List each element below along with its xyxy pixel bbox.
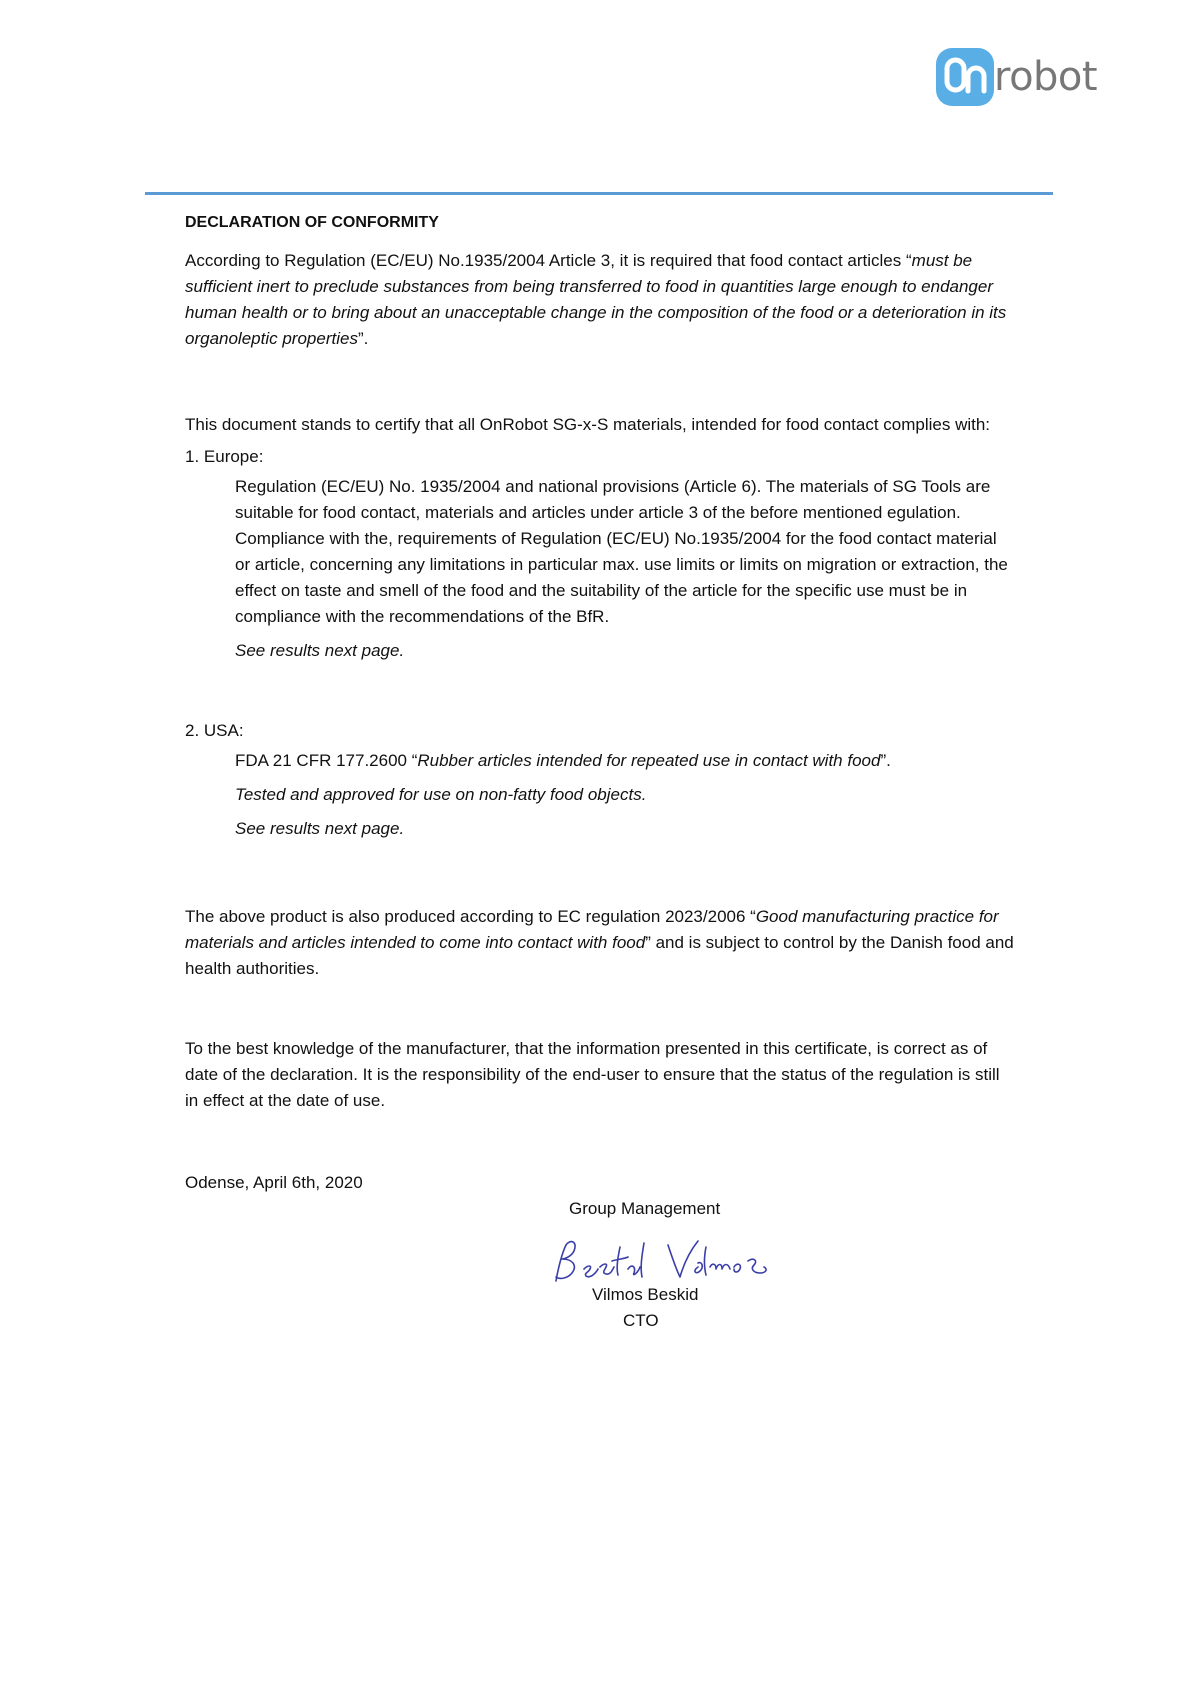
intro-paragraph — [185, 248, 1015, 352]
fda-text: FDA 21 CFR 177.2600 “ — [235, 751, 418, 770]
logo-badge — [936, 48, 994, 106]
production-paragraph — [185, 904, 1015, 982]
europe-body: Regulation (EC/EU) No. 1935/2004 and national provisions (Article 6). The materials of SG Tools are suitable for food contact, materials and articles under article 3 of the before mentioned egulation. Compliance with the, requirements of Regulation (EC/EU) No.1935/2004 for the food contact material or article, concerning any limitations in particular max. use limits or limits on migration or extraction, the effect on taste and smell of the food and the suitability of the article for the specific use must be in compliance with the recommendations of the BfR. — [235, 477, 1008, 626]
europe-heading: 1. Europe: — [185, 447, 264, 466]
production-text: The above product is also produced according to EC regulation 2023/2006 “ — [185, 907, 756, 926]
knowledge-paragraph: To the best knowledge of the manufacturer, that the information presented in this certificate, is correct as of date of the declaration. It is the responsibility of the end-user to ensure that the status of the regulation is still in effect at the date of use. — [185, 1039, 1000, 1110]
usa-note — [235, 816, 1015, 842]
usa-tested-text: Tested and approved for use on non-fatty food objects. — [235, 785, 647, 804]
production-end: ” and is subject to control by the Danish food and health authorities. — [185, 933, 1014, 978]
europe-section — [185, 474, 1015, 664]
usa-section — [185, 748, 1015, 842]
signer-name: Vilmos Beskid — [592, 1285, 699, 1304]
production-quote: Good manufacturing practice for materials and articles intended to come into contact with food — [185, 907, 999, 952]
group-management-label: Group Management — [569, 1199, 721, 1218]
logo-on-mark-icon — [936, 48, 994, 106]
europe-note — [235, 638, 1015, 664]
header-rule — [145, 192, 1053, 195]
place-date: Odense, April 6th, 2020 — [185, 1173, 363, 1192]
logo-wordmark: robot — [994, 54, 1098, 100]
intro-quote: must be sufficient inert to preclude substances from being transferred to food in quantities large enough to endanger human health or to bring about an unacceptable change in the composition of the food or a deterioration in its organoleptic properties — [185, 251, 1007, 348]
spacer — [185, 850, 1015, 904]
spacer — [185, 1114, 1015, 1170]
usa-heading: 2. USA: — [185, 721, 244, 740]
usa-note-text: See results next page. — [235, 819, 405, 838]
europe-note-text: See results next page. — [235, 641, 405, 660]
certify-paragraph: This document stands to certify that all OnRobot SG-x-S materials, intended for food contact complies with: — [185, 415, 991, 434]
fda-end: ”. — [880, 751, 891, 770]
usa-fda-line — [235, 748, 1015, 774]
spacer — [185, 982, 1015, 1036]
company-logo — [936, 48, 1098, 110]
fda-quote: Rubber articles intended for repeated use in contact with food — [417, 751, 881, 770]
document-title: DECLARATION OF CONFORMITY — [185, 214, 439, 231]
intro-text: According to Regulation (EC/EU) No.1935/2004 Article 3, it is required that food contact articles “ — [185, 251, 912, 270]
intro-end: ”. — [357, 329, 369, 348]
usa-tested — [235, 782, 1015, 808]
spacer — [185, 672, 1015, 718]
document-body — [185, 212, 1015, 1196]
signer-title: CTO — [623, 1311, 659, 1330]
